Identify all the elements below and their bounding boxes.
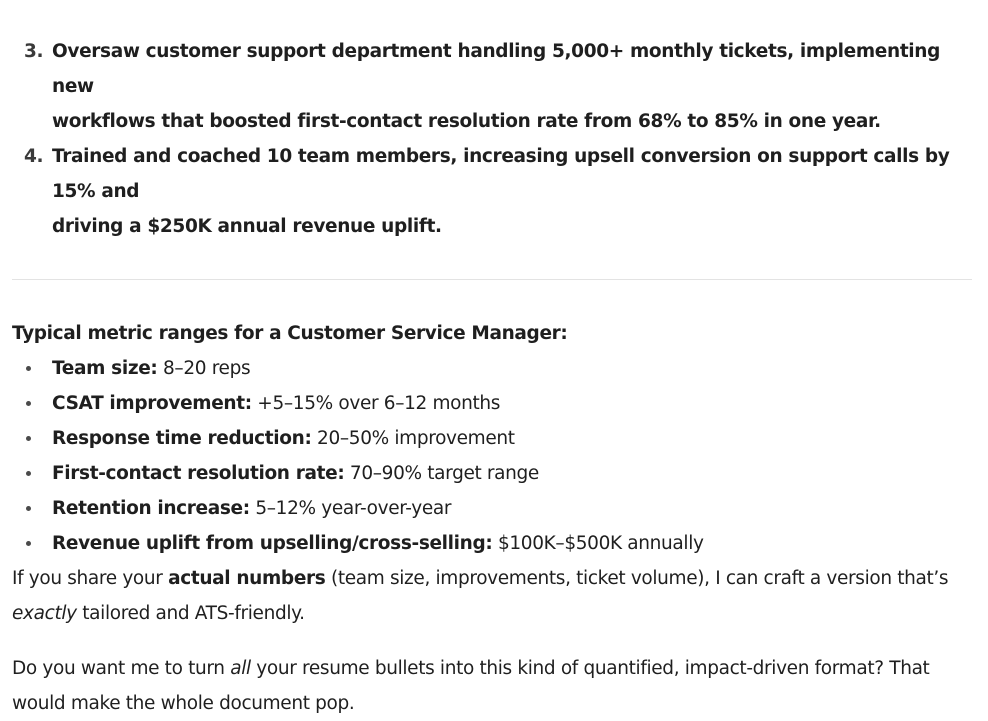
bullet-icon	[26, 541, 31, 546]
paragraph-text: Do you want me to turn	[12, 658, 231, 679]
paragraph-text: (team size, improvements, ticket volume), I can craft a version that’s	[325, 568, 949, 589]
list-item-line: workflows that boosted first-contact resolution rate from 68% to 85% in one year.	[52, 111, 881, 132]
achievement-list	[12, 34, 972, 244]
paragraph-text: your resume bullets into this kind of quantified, impact-driven format? That	[250, 658, 930, 679]
metrics-heading: Typical metric ranges for a Customer Service Manager:	[12, 323, 568, 344]
bullet-icon	[26, 471, 31, 476]
list-item-line: Trained and coached 10 team members, increasing upsell conversion on support calls by 15% and	[52, 146, 950, 202]
follow-up-question-paragraph	[12, 651, 972, 721]
metric-label: Team size:	[52, 358, 158, 379]
paragraph-bold-text: actual numbers	[168, 568, 326, 589]
metrics-list	[12, 351, 972, 561]
paragraph-italic-text: all	[230, 658, 251, 679]
list-item-line: driving a $250K annual revenue uplift.	[52, 216, 442, 237]
metric-value: +5–15% over 6–12 months	[251, 393, 501, 414]
metric-item	[12, 526, 972, 561]
metric-label: CSAT improvement:	[52, 393, 252, 414]
paragraph-italic-text: exactly	[12, 603, 77, 624]
list-item	[12, 34, 972, 139]
paragraph-text: tailored and ATS-friendly.	[76, 603, 305, 624]
list-marker: 3.	[24, 41, 44, 62]
metric-label: First-contact resolution rate:	[52, 463, 345, 484]
metric-value: 5–12% year-over-year	[249, 498, 452, 519]
metric-item	[12, 491, 972, 526]
metric-value: 20–50% improvement	[311, 428, 515, 449]
list-marker: 4.	[24, 146, 44, 167]
share-numbers-paragraph	[12, 561, 972, 631]
list-item-line: Oversaw customer support department handling 5,000+ monthly tickets, implementing new	[52, 41, 941, 97]
metric-label: Response time reduction:	[52, 428, 312, 449]
bullet-icon	[26, 506, 31, 511]
paragraph-text: If you share your	[12, 568, 169, 589]
metric-item	[12, 421, 972, 456]
metric-item	[12, 351, 972, 386]
bullet-icon	[26, 366, 31, 371]
list-item	[12, 139, 972, 244]
bullet-icon	[26, 436, 31, 441]
paragraph-text: would make the whole document pop.	[12, 693, 355, 714]
metric-item	[12, 386, 972, 421]
metric-label: Revenue uplift from upselling/cross-selling:	[52, 533, 493, 554]
metric-value: 70–90% target range	[344, 463, 539, 484]
section-divider	[12, 279, 972, 280]
metric-value: 8–20 reps	[157, 358, 251, 379]
bullet-icon	[26, 401, 31, 406]
metric-label: Retention increase:	[52, 498, 250, 519]
metric-item	[12, 456, 972, 491]
metric-value: $100K–$500K annually	[492, 533, 704, 554]
chat-response	[12, 34, 972, 721]
